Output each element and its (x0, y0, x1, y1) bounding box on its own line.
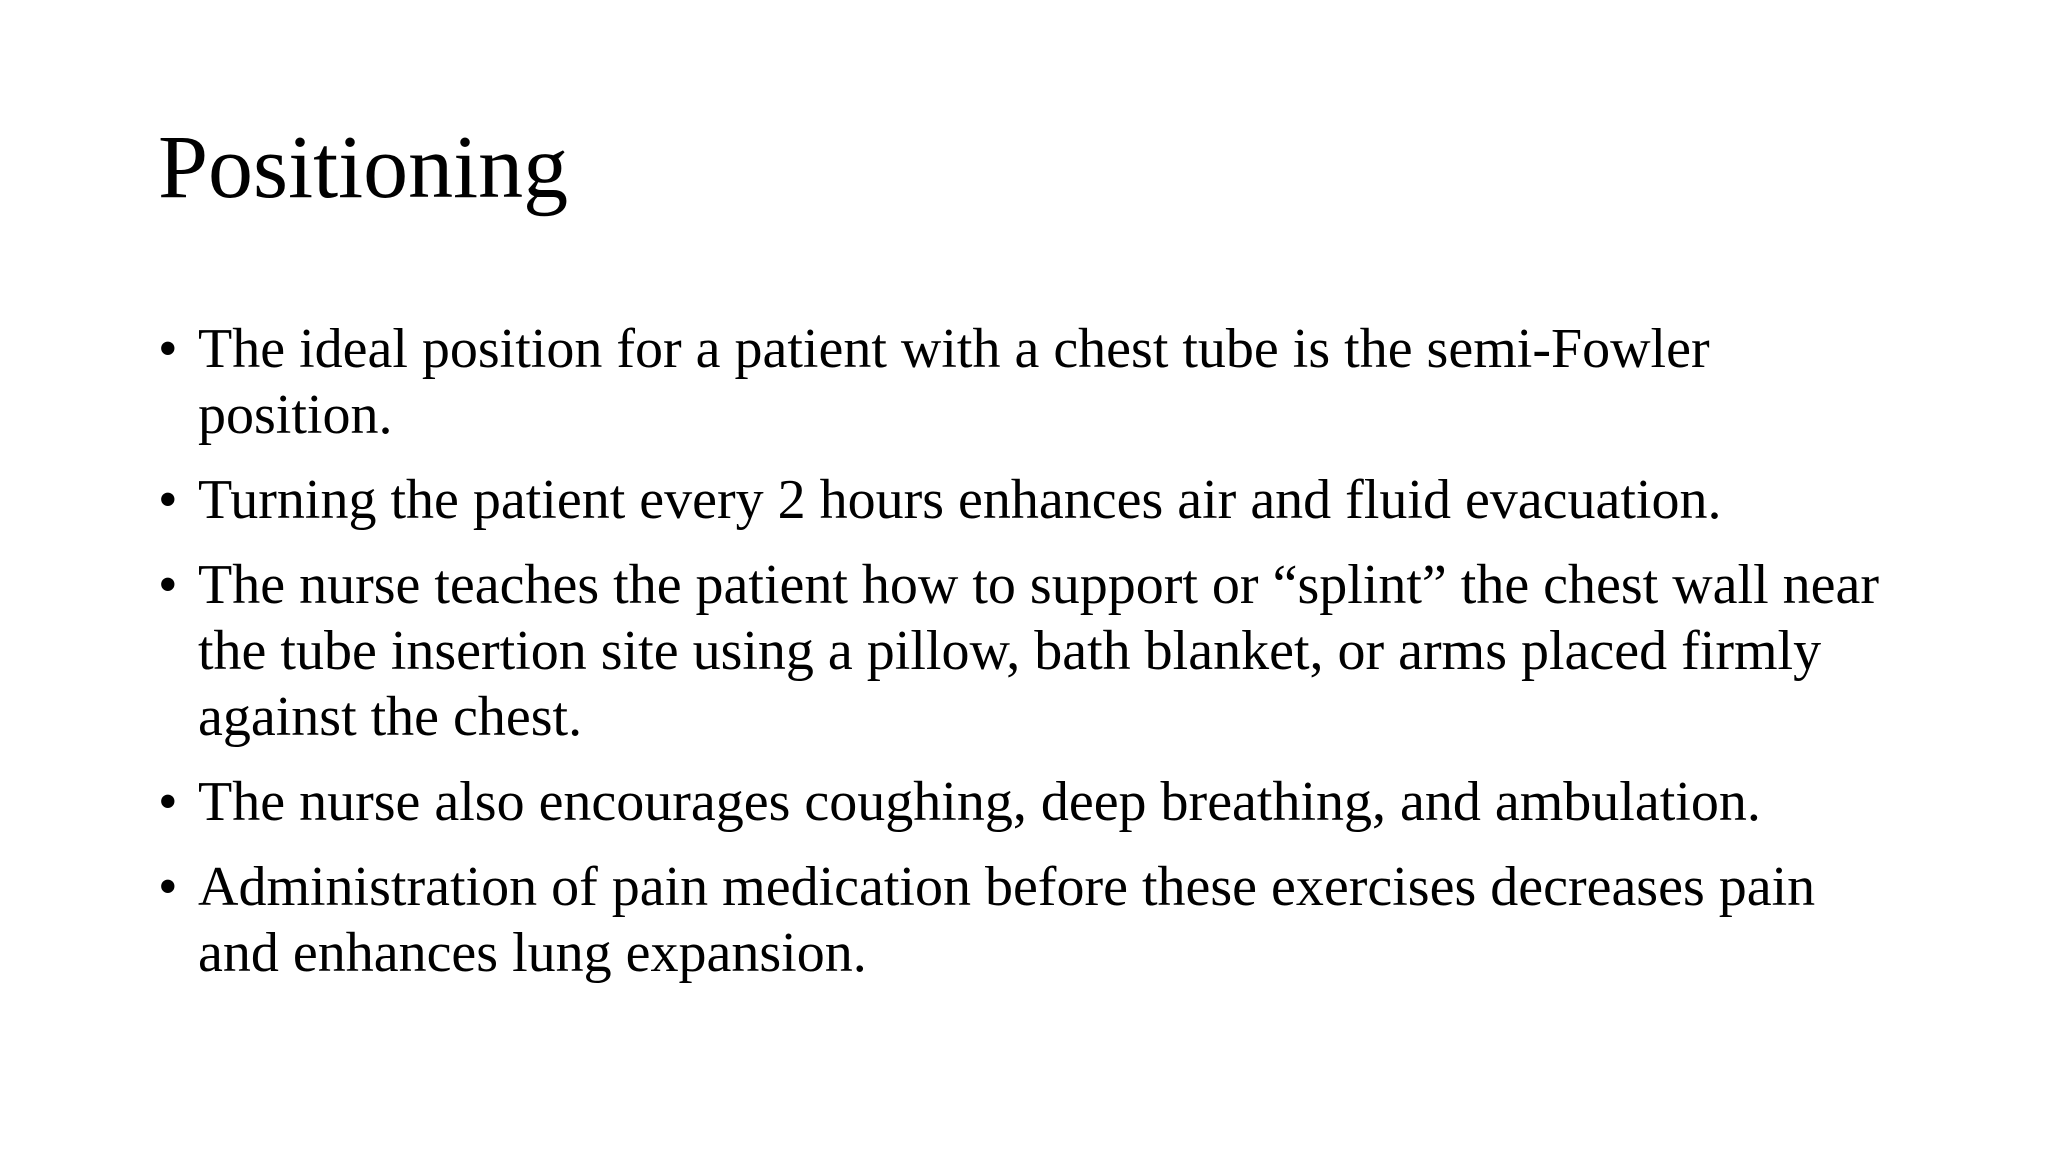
bullet-item (158, 769, 1898, 835)
slide-title: Positioning (158, 118, 569, 217)
bullet-text: Turning the patient every 2 hours enhances air and fluid evacuation. (198, 469, 1722, 531)
bullet-item (158, 854, 1898, 986)
bullet-item (158, 552, 1898, 750)
bullet-dot-icon: • (158, 856, 178, 918)
bullet-dot-icon: • (158, 469, 178, 531)
bullet-text: The nurse teaches the patient how to support or “splint” the chest wall near the tube insertion site using a pillow, bath blanket, or arms placed firmly against the chest. (198, 554, 1880, 748)
bullet-text: Administration of pain medication before these exercises decreases pain and enhances lung expansion. (198, 856, 1816, 984)
bullet-dot-icon: • (158, 771, 178, 833)
bullet-text: The ideal position for a patient with a chest tube is the semi-Fowler position. (198, 318, 1710, 446)
bullet-item (158, 316, 1898, 448)
bullet-list (158, 316, 1898, 1005)
bullet-dot-icon: • (158, 554, 178, 616)
bullet-item (158, 467, 1898, 533)
bullet-dot-icon: • (158, 318, 178, 380)
bullet-text: The nurse also encourages coughing, deep breathing, and ambulation. (198, 771, 1761, 833)
